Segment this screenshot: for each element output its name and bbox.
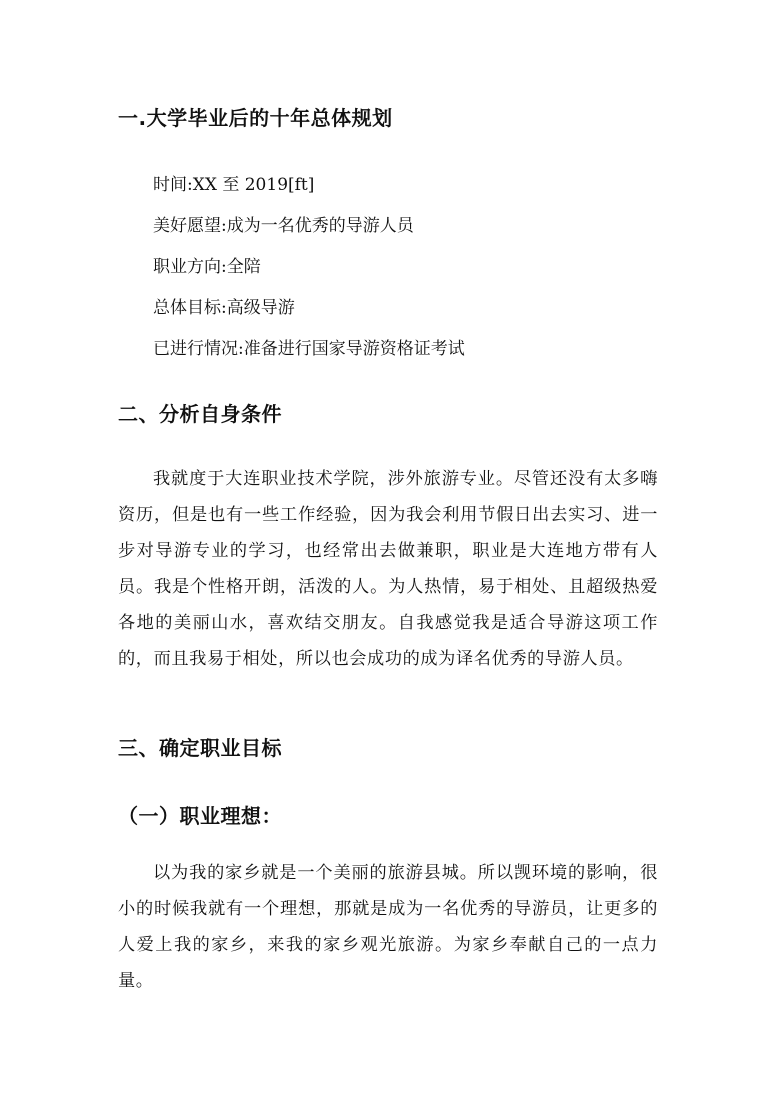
section-3-paragraph: 以为我的家乡就是一个美丽的旅游县城。所以觊环境的影响，很小的时候我就有一个理想，那就是成为一名优秀的导游员，让更多的人爱上我的家乡，来我的家乡观光旅游。为家乡奉献自己的一点力量。 bbox=[118, 863, 658, 991]
info-line-goal: 总体目标:高级导游 bbox=[153, 298, 295, 318]
section-3-subheading: （一）职业理想： bbox=[118, 804, 282, 828]
section-1-heading: 一.大学毕业后的十年总体规划 bbox=[118, 106, 393, 130]
section-3-heading: 三、确定职业目标 bbox=[118, 736, 282, 760]
info-line-wish: 美好愿望:成为一名优秀的导游人员 bbox=[153, 216, 414, 236]
info-line-progress: 已进行情况:准备进行国家导游资格证考试 bbox=[153, 339, 465, 359]
section-2-heading: 二、分析自身条件 bbox=[118, 402, 282, 426]
info-line-direction: 职业方向:全陪 bbox=[153, 257, 261, 277]
info-line-time: 时间:XX 至 2019[ft] bbox=[153, 175, 315, 195]
section-2-paragraph: 我就度于大连职业技术学院，涉外旅游专业。尽管还没有太多嗨资历，但是也有一些工作经验，因为我会利用节假日出去实习、进一步对导游专业的学习，也经常出去做兼职，职业是大连地方带有人员。我是个性格开朗，活泼的人。为人热情，易于相处、且超级热爱各地的美丽山水，喜欢结交朋友。自我感觉我是适合导游这项工作的，而且我易于相处，所以也会成功的成为译名优秀的导游人员。 bbox=[118, 469, 658, 669]
